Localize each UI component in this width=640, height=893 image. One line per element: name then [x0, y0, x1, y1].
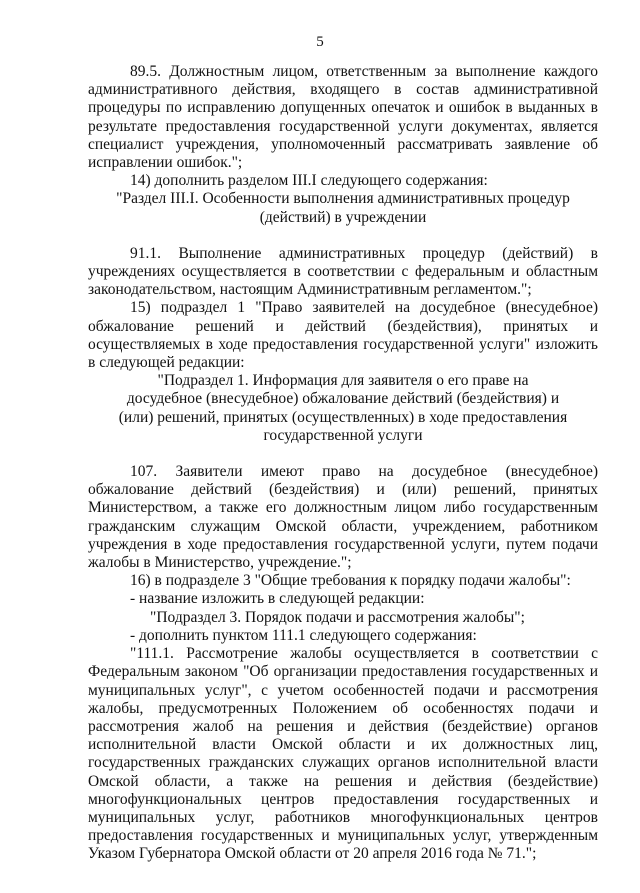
list-item-title-change: - название изложить в следующей редакции: [130, 590, 425, 608]
paragraph-item-15: 15) подраздел 1 "Право заявителей на досудебное (внесудебное) обжалование решений и действий (бездействия), принятых и осуществляемых в ходе предоставления государственной услуги" изложить в следующей редакции: [88, 299, 598, 372]
paragraph-item-16: 16) в подразделе 3 "Общие требования к порядку подачи жалобы": [130, 572, 571, 590]
paragraph-91-1: 91.1. Выполнение административных процедур (действий) в учреждениях осуществляется в соответствии с федеральным и областным законодательством, настоящим Административным регламентом."; [88, 244, 598, 299]
section-heading: "Раздел III.I. Особенности выполнения административных процедур (действий) в учреждении [116, 190, 570, 226]
paragraph-89-5: 89.5. Должностным лицом, ответственным за выполнение каждого административного действия, входящего в состав административной процедуры по исправлению допущенных опечаток и ошибок в выданных в результате предоставления государственной услуги документах, является специалист учреждения, уполномоченный рассматривать заявление об исправлении ошибок."; [88, 63, 598, 172]
paragraph-item-14: 14) дополнить разделом III.I следующего содержания: [130, 172, 488, 190]
document-body [88, 63, 598, 864]
paragraph-111-1: "111.1. Рассмотрение жалобы осуществляется в соответствии с Федеральным законом "Об организации предоставления государственных и муниципальных услуг", с учетом особенностей подачи и рассмотрения жалобы, предусмотренных Положением об особенностях подачи и рассмотрения жалоб на решения и действия (бездействие) органов исполнительной власти Омской области и их должностных лиц, государственных гражданских служащих органов исполнительной власти Омской области, а также на решения и действия (бездействие) многофункциональных центров предоставления государственных и муниципальных услуг, работников многофункциональных центров предоставления государственных и муниципальных услуг, утвержденным Указом Губернатора Омской области от 20 апреля 2016 года № 71."; [88, 645, 598, 863]
subsection-heading: "Подраздел 1. Информация для заявителя о его праве на досудебное (внесудебное) обжалование действий (бездействия) и (или) решений, принятых (осуществленных) в ходе предоставления государственной услуги [118, 372, 568, 444]
quoted-subsection-title: "Подраздел 3. Порядок подачи и рассмотрения жалобы"; [150, 608, 525, 626]
page-number: 5 [316, 34, 324, 50]
paragraph-107: 107. Заявители имеют право на досудебное (внесудебное) обжалование действий (бездействия) и (или) решений, принятых Министерством, а также его должностным лицом либо государственным гражданским служащим Омской области, учреждением, работником учреждения в ходе предоставления государственной услуги, путем подачи жалобы в Министерство, учреждение."; [88, 463, 598, 572]
list-item-add-point: - дополнить пунктом 111.1 следующего содержания: [130, 626, 477, 644]
spacer [88, 227, 598, 245]
spacer [88, 445, 598, 463]
